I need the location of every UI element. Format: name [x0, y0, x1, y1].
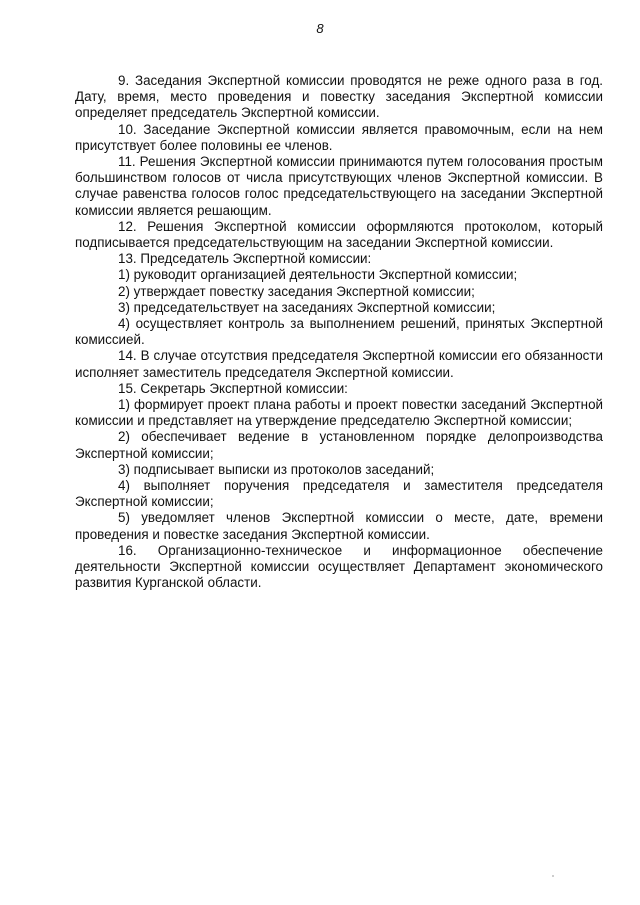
list-item: 4) выполняет поручения председателя и заместителя председателя Экспертной комиссии;	[75, 478, 603, 510]
paragraph-10-quorum: 10. Заседание Экспертной комиссии является правомочным, если на нем присутствует более половины ее членов.	[75, 121, 603, 153]
paragraph-16-support: 16. Организационно-техническое и информационное обеспечение деятельности Экспертной комиссии осуществляет Департамент экономического развития Курганской области.	[75, 542, 603, 591]
list-item: 1) руководит организацией деятельности Экспертной комиссии;	[118, 267, 518, 283]
paragraph-13-chairman-heading: 13. Председатель Экспертной комиссии:	[118, 251, 372, 267]
scan-speck	[552, 875, 554, 877]
paragraph-15-secretary-heading: 15. Секретарь Экспертной комиссии:	[118, 380, 348, 396]
list-item: 5) уведомляет членов Экспертной комиссии о месте, дате, времени проведения и повестке заседания Экспертной комиссии.	[75, 510, 603, 542]
paragraph-12-protocol: 12. Решения Экспертной комиссии оформляются протоколом, который подписывается председательствующим на заседании Экспертной комиссии.	[75, 218, 603, 251]
document-body	[75, 73, 603, 592]
paragraph-11-voting: 11. Решения Экспертной комиссии принимаются путем голосования простым большинством голосов от числа присутствующих членов Экспертной комиссии. В случае равенства голосов голос председательствующего на заседании Экспертной комиссии является решающим.	[75, 154, 603, 218]
paragraph-14-chairman-absence: 14. В случае отсутствия председателя Экспертной комиссии его обязанности исполняет заместитель председателя Экспертной комиссии.	[75, 348, 603, 380]
list-item: 2) утверждает повестку заседания Экспертной комиссии;	[118, 283, 475, 299]
list-item: 2) обеспечивает ведение в установленном порядке делопроизводства Экспертной комиссии;	[75, 429, 603, 461]
page-number: 8	[316, 21, 324, 36]
list-item: 4) осуществляет контроль за выполнением решений, принятых Экспертной комиссией.	[75, 316, 603, 348]
list-item: 1) формирует проект плана работы и проект повестки заседаний Экспертной комиссии и представляет на утверждение председателю Экспертной комиссии;	[75, 397, 603, 429]
paragraph-9-meetings-frequency: 9. Заседания Экспертной комиссии проводятся не реже одного раза в год. Дату, время, место проведения и повестку заседания Экспертной комиссии определяет председатель Экспертной комиссии.	[75, 73, 603, 121]
list-item: 3) председательствует на заседаниях Экспертной комиссии;	[118, 299, 496, 315]
list-item: 3) подписывает выписки из протоколов заседаний;	[118, 461, 435, 477]
